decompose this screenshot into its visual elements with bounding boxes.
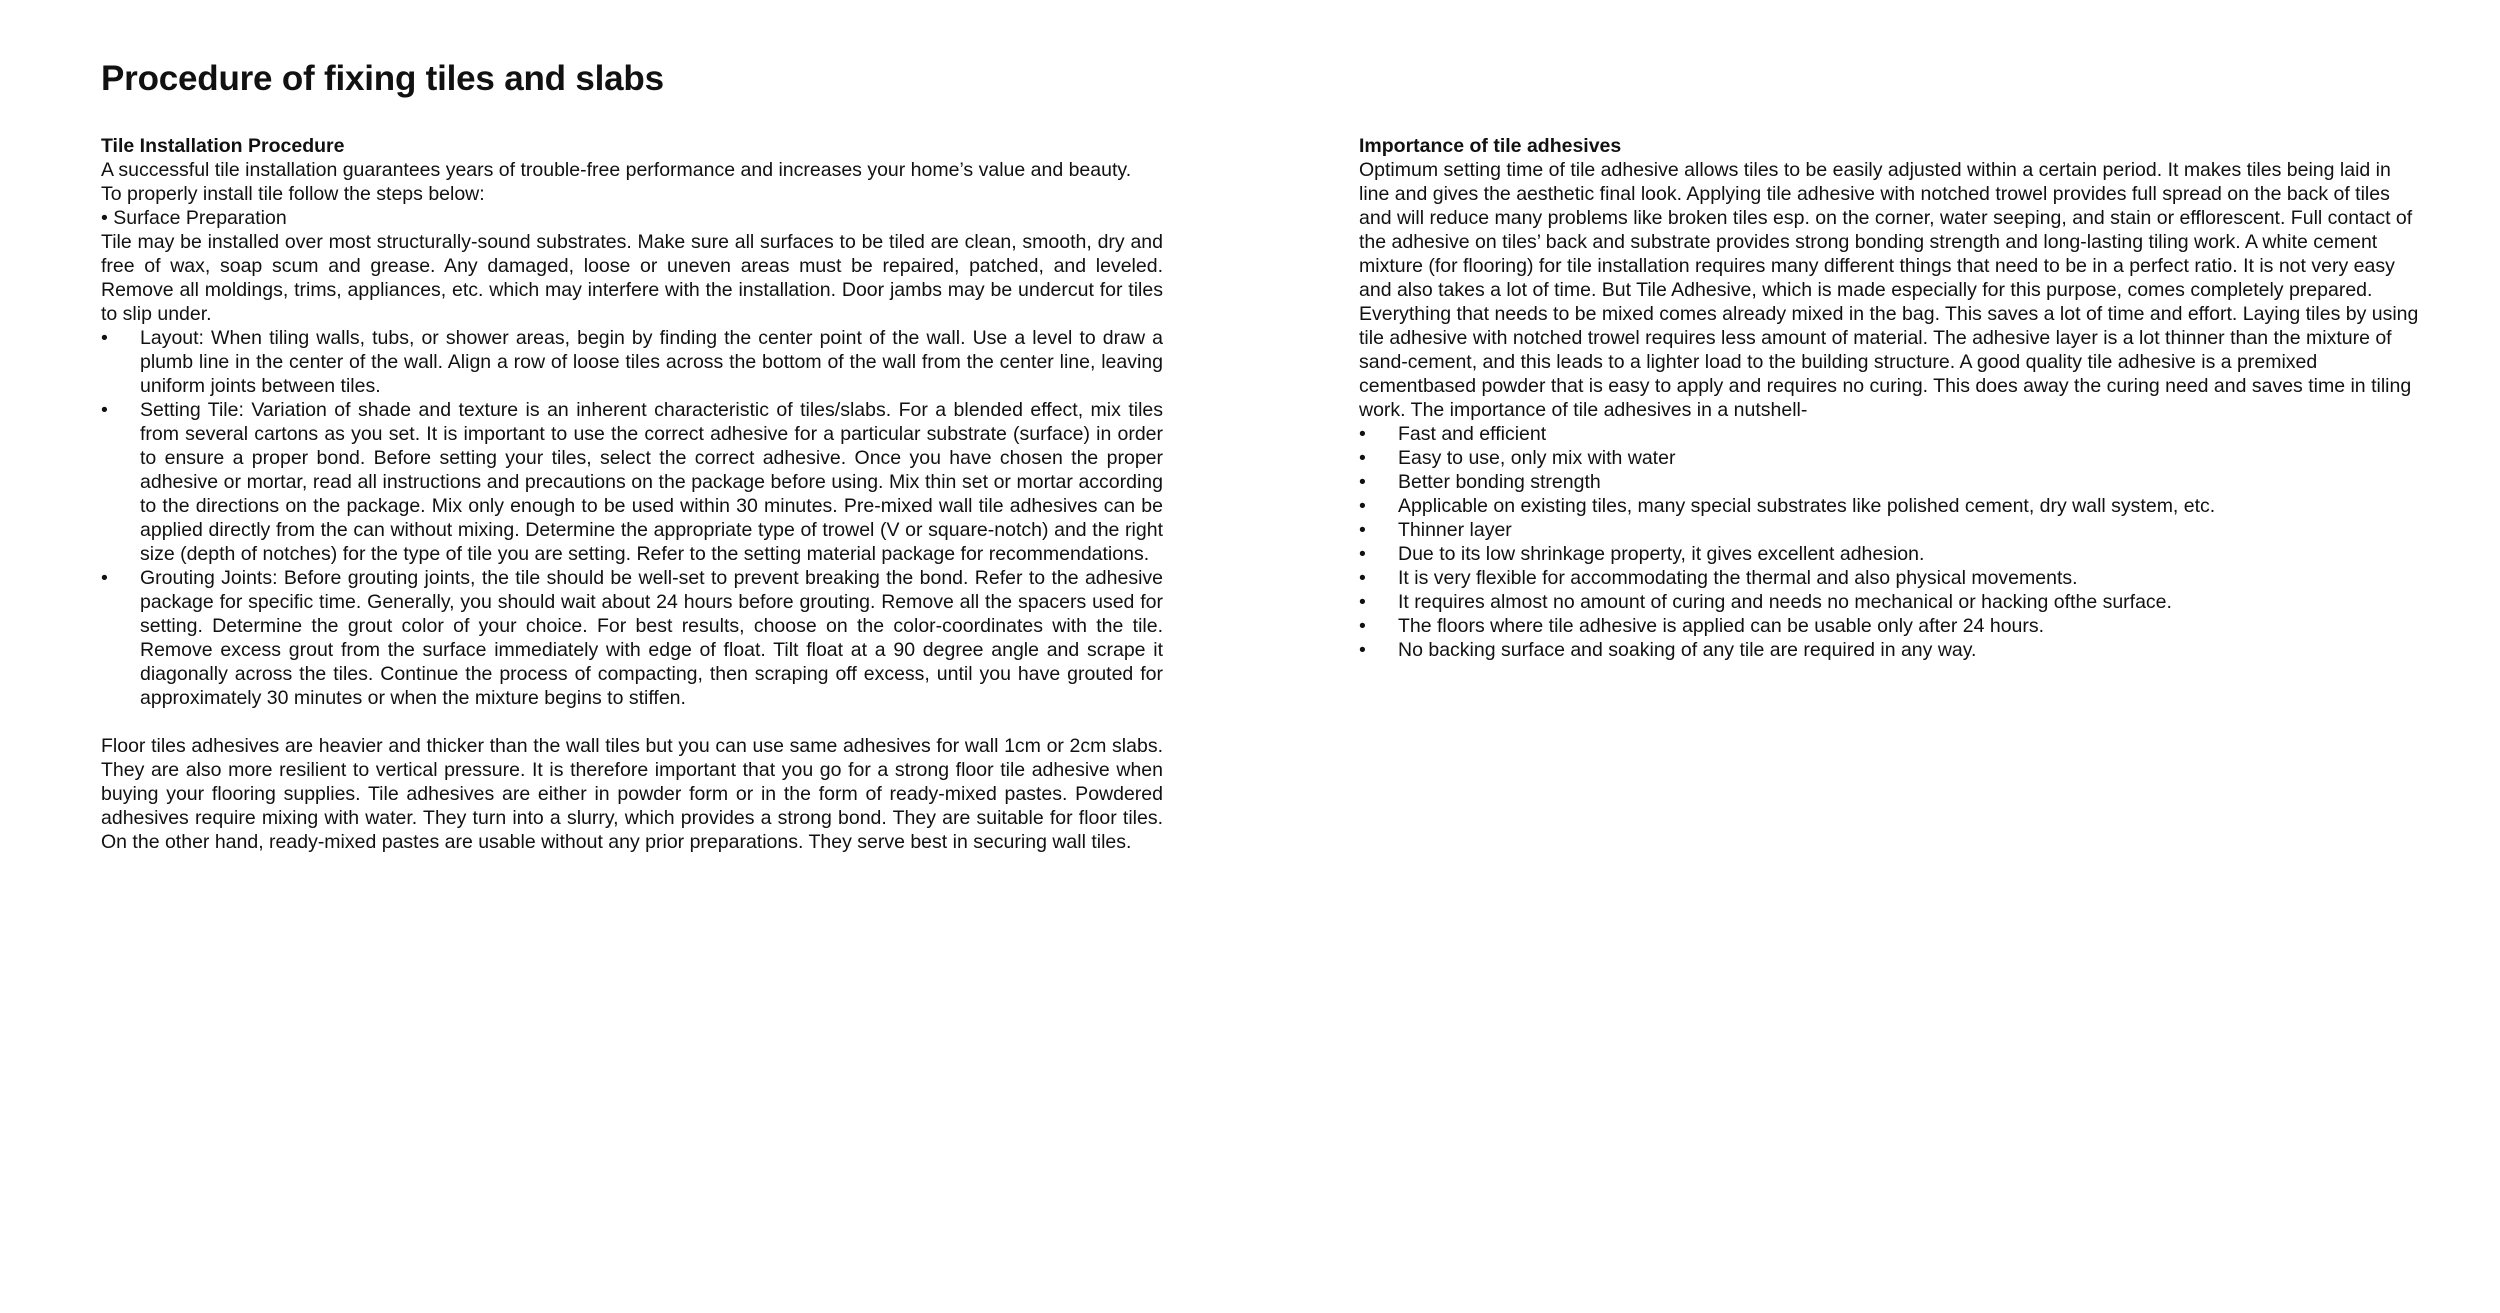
bullet-icon: • [1359,447,1366,469]
list-item [1359,494,2421,518]
list-item [1359,446,2421,470]
bullet-icon: • [1359,543,1366,565]
benefit-text: Fast and efficient [1398,423,1547,445]
intro-line: A successful tile installation guarantees years of trouble-free performance and increases your home’s value and beauty. [101,159,1132,181]
intro-line-surface-preparation: • Surface Preparation [101,207,287,229]
bullet-icon: • [1359,639,1366,661]
list-item [1359,638,2421,662]
benefit-text: Easy to use, only mix with water [1398,447,1676,469]
left-column [101,134,1163,854]
list-item [101,326,1163,398]
bullet-icon: • [101,399,108,421]
bullet-icon: • [101,327,108,349]
list-item [1359,590,2421,614]
bullet-icon: • [1359,519,1366,541]
list-item [101,566,1163,710]
bullet-icon: • [1359,567,1366,589]
bullet-icon: • [1359,471,1366,493]
list-item [1359,566,2421,590]
list-item [1359,422,2421,446]
installation-steps-list [101,326,1163,710]
benefit-text: Better bonding strength [1398,471,1601,493]
list-item [1359,542,2421,566]
step-grouting-joints: Grouting Joints: Before grouting joints, the tile should be well-set to prevent breaking the bond. Refer to the adhesive package for specific time. Generally, you should wait about 24 hours before grouting. Remove all the spacers used for setting. Determine the grout color of your choice. For best results, choose on the color-coordinates with the tile. Remove excess grout from the surface immediately with edge of float. Tilt float at a 90 degree angle and scrape it diagonally across the tiles. Continue the process of compacting, then scraping off excess, until you have grouted for approximately 30 minutes or when the mixture begins to stiffen. [140,567,1163,709]
benefit-text: It requires almost no amount of curing and needs no mechanical or hacking ofthe surface. [1398,591,2172,613]
list-item [101,398,1163,566]
benefit-text: The floors where tile adhesive is applied can be usable only after 24 hours. [1398,615,2045,637]
spacer [101,710,1163,734]
bullet-icon: • [1359,423,1366,445]
section-heading-installation: Tile Installation Procedure [101,135,345,157]
bullet-icon: • [1359,495,1366,517]
page-title: Procedure of fixing tiles and slabs [101,59,664,98]
benefit-text: It is very flexible for accommodating the thermal and also physical movements. [1398,567,2078,589]
benefits-list [1359,422,2421,662]
bullet-icon: • [1359,591,1366,613]
section-heading-importance: Importance of tile adhesives [1359,135,1622,157]
list-item [1359,470,2421,494]
bullet-icon: • [101,567,108,589]
intro-line: To properly install tile follow the steps below: [101,183,485,205]
surface-preparation-paragraph: Tile may be installed over most structurally-sound substrates. Make sure all surfaces to be tiled are clean, smooth, dry and free of wax, soap scum and grease. Any damaged, loose or uneven areas must be repaired, patched, and leveled. Remove all moldings, trims, appliances, etc. which may interfere with the installation. Door jambs may be undercut for tiles to slip under. [101,231,1163,325]
benefit-text: Due to its low shrinkage property, it gives excellent adhesion. [1398,543,1925,565]
benefit-text: Thinner layer [1398,519,1512,541]
step-setting-tile: Setting Tile: Variation of shade and texture is an inherent characteristic of tiles/slabs. For a blended effect, mix tiles from several cartons as you set. It is important to use the correct adhesive for a particular substrate (surface) in order to ensure a proper bond. Before setting your tiles, select the correct adhesive. Once you have chosen the proper adhesive or mortar, read all instructions and precautions on the package before using. Mix thin set or mortar according to the directions on the package. Mix only enough to be used within 30 minutes. Pre-mixed wall tile adhesives can be applied directly from the can without mixing. Determine the appropriate type of trowel (V or square-notch) and the right size (depth of notches) for the type of tile you are setting. Refer to the setting material package for recommendations. [140,399,1163,565]
list-item [1359,518,2421,542]
bullet-icon: • [1359,615,1366,637]
right-column [1359,134,2421,662]
benefit-text: Applicable on existing tiles, many special substrates like polished cement, dry wall system, etc. [1398,495,2216,517]
floor-adhesive-paragraph: Floor tiles adhesives are heavier and thicker than the wall tiles but you can use same adhesives for wall 1cm or 2cm slabs. They are also more resilient to vertical pressure. It is therefore important that you go for a strong floor tile adhesive when buying your flooring supplies. Tile adhesives are either in powder form or in the form of ready-mixed pastes. Powdered adhesives require mixing with water. They turn into a slurry, which provides a strong bond. They are suitable for floor tiles. On the other hand, ready-mixed pastes are usable without any prior preparations. They serve best in securing wall tiles. [101,735,1163,853]
importance-paragraph: Optimum setting time of tile adhesive allows tiles to be easily adjusted within a certain period. It makes tiles being laid in line and gives the aesthetic final look. Applying tile adhesive with notched trowel provides full spread on the back of tiles and will reduce many problems like broken tiles esp. on the corner, water seeping, and stain or efflorescent. Full contact of the adhesive on tiles’ back and substrate provides strong bonding strength and long-lasting tiling work. A white cement mixture (for flooring) for tile installation requires many different things that need to be in a perfect ratio. It is not very easy and also takes a lot of time. But Tile Adhesive, which is made especially for this purpose, comes completely prepared. Everything that needs to be mixed comes already mixed in the bag. This saves a lot of time and effort. Laying tiles by using tile adhesive with notched trowel requires less amount of material. The adhesive layer is a lot thinner than the mixture of sand-cement, and this leads to a lighter load to the building structure. A good quality tile adhesive is a premixed cementbased powder that is easy to apply and requires no curing. This does away the curing need and saves time in tiling work. The importance of tile adhesives in a nutshell- [1359,159,2419,421]
benefit-text: No backing surface and soaking of any tile are required in any way. [1398,639,1977,661]
step-layout: Layout: When tiling walls, tubs, or shower areas, begin by finding the center point of the wall. Use a level to draw a plumb line in the center of the wall. Align a row of loose tiles across the bottom of the wall from the center line, leaving uniform joints between tiles. [140,327,1163,397]
list-item [1359,614,2421,638]
